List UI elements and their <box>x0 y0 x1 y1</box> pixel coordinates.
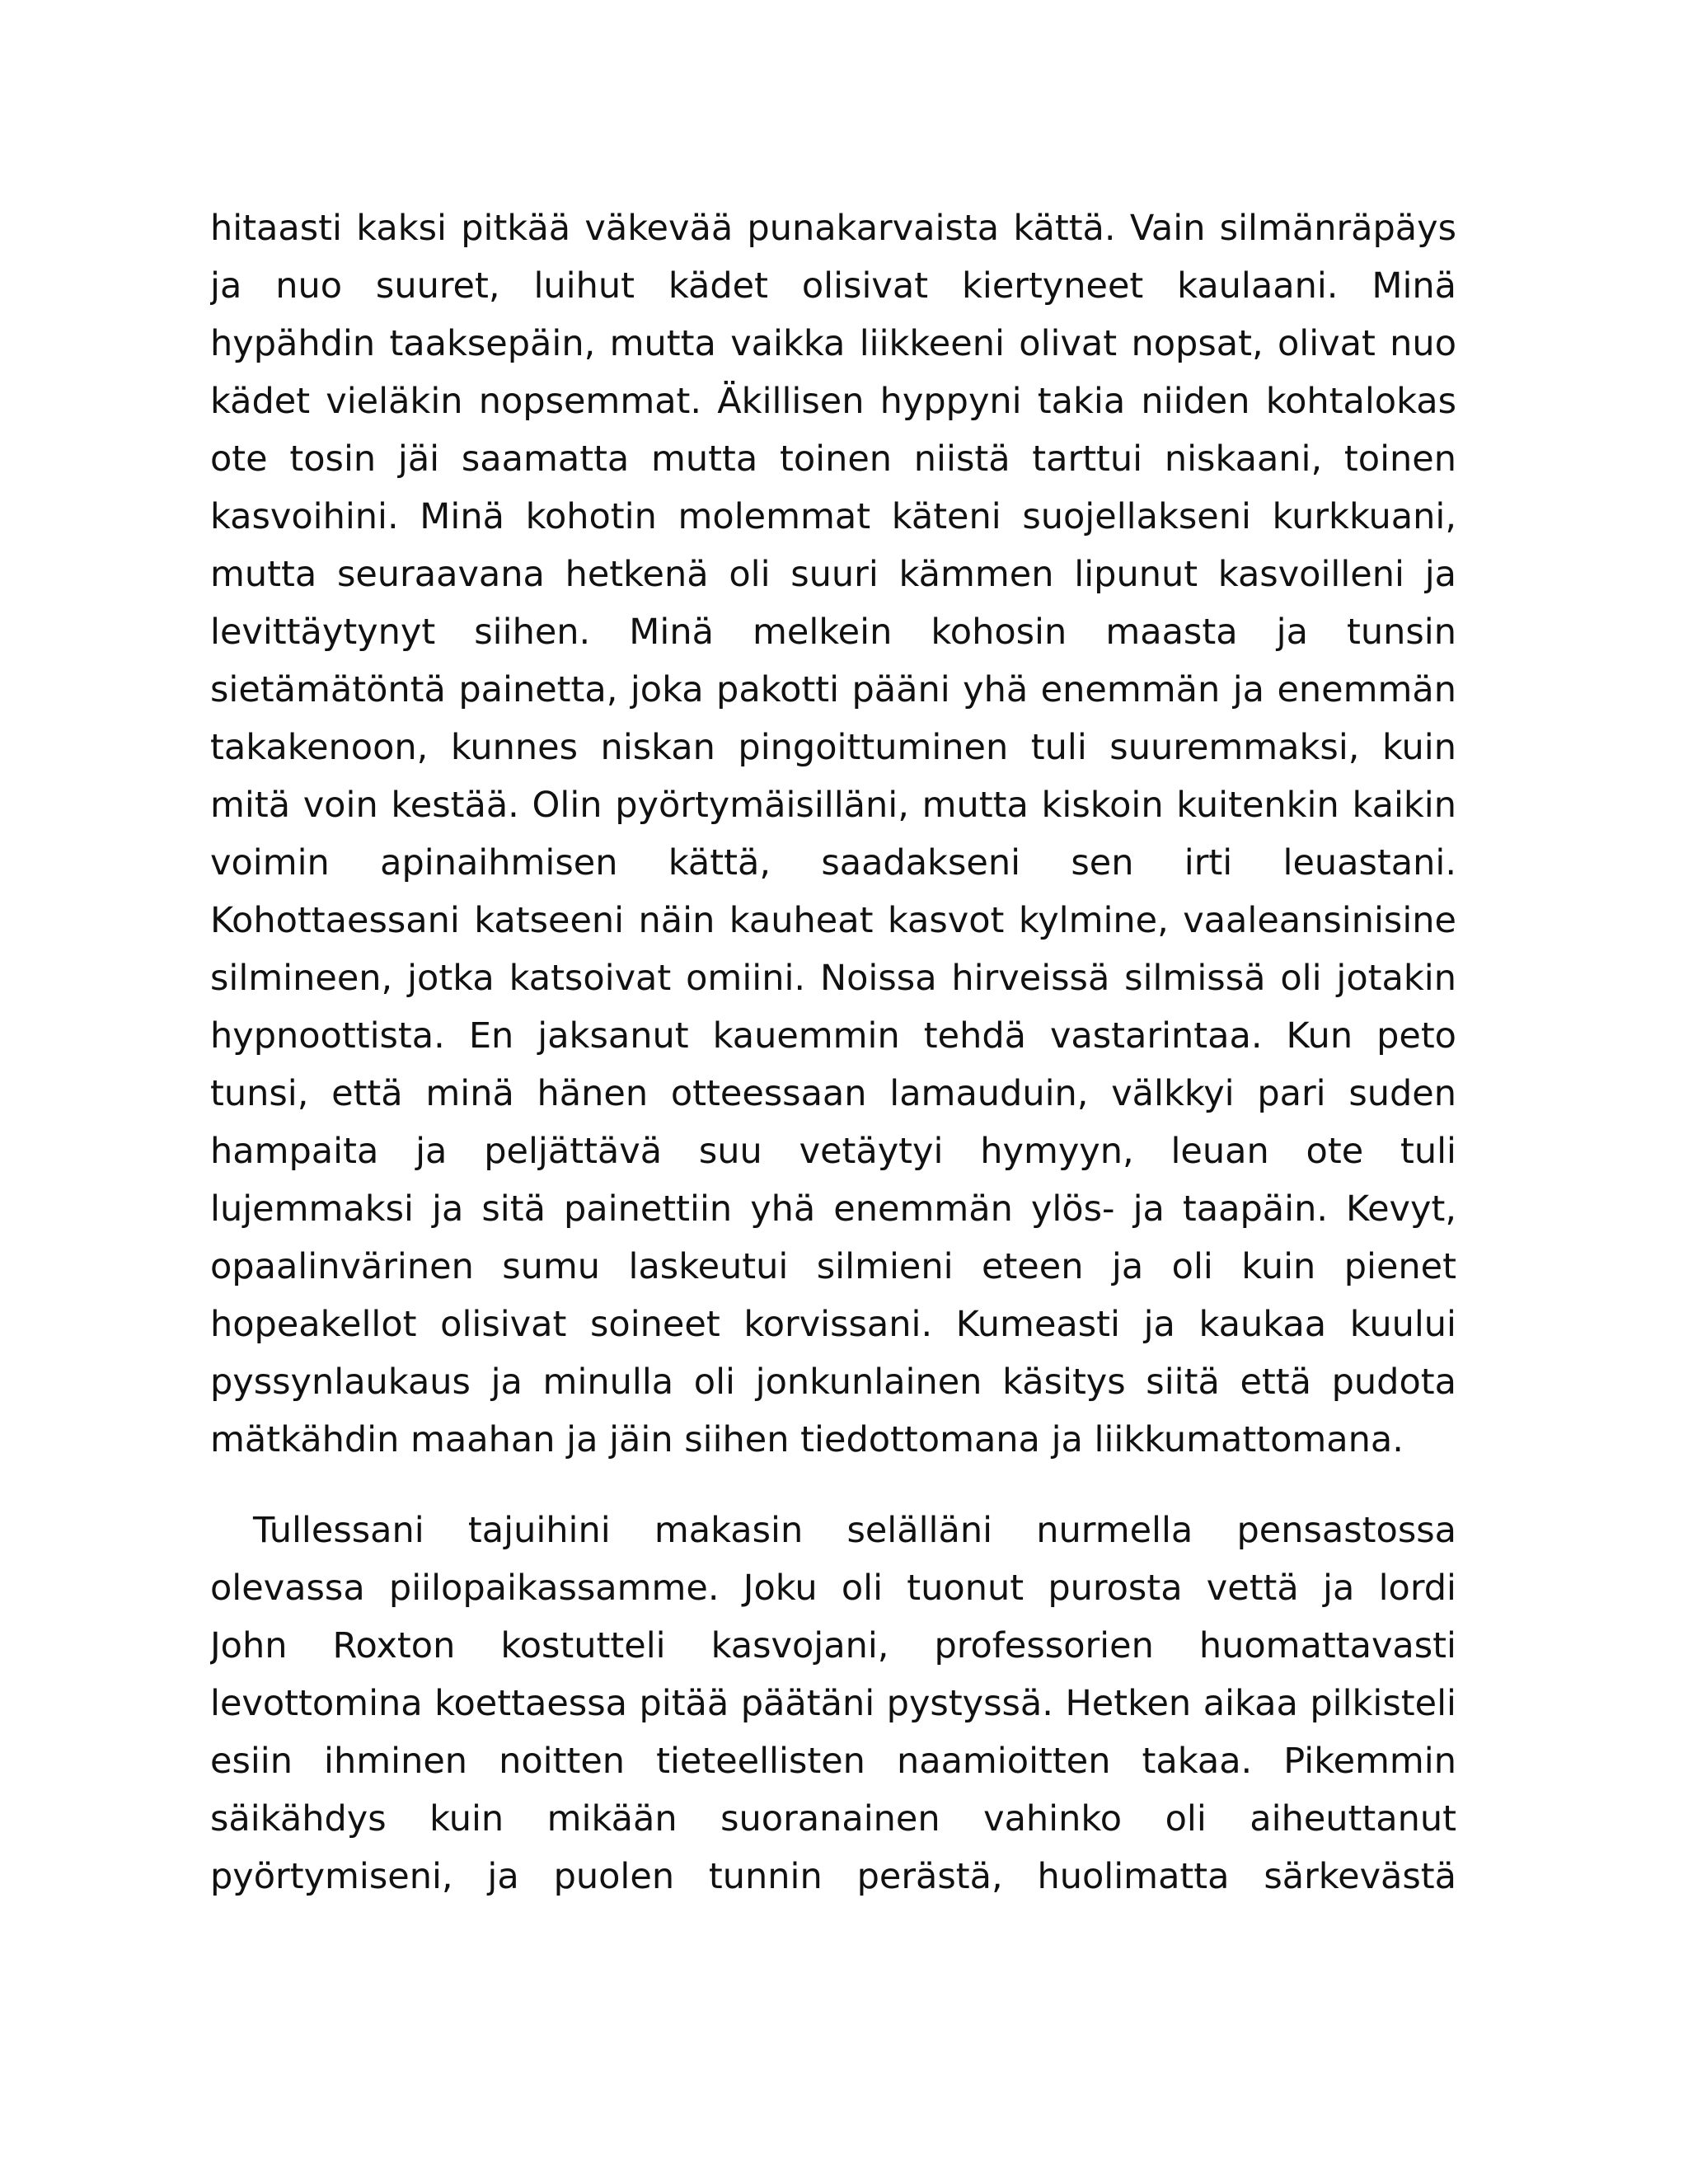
text-line: sietämätöntä painetta, joka pakotti pääni yhä enemmän ja enemmän <box>210 669 1456 710</box>
text-line: hopeakellot olisivat soineet korvissani. Kumeasti ja kaukaa kuului <box>210 1304 1456 1345</box>
text-line: ja nuo suuret, luihut kädet olisivat kiertyneet kaulaani. Minä <box>210 265 1456 307</box>
text-line: John Roxton kostutteli kasvojani, professorien huomattavasti <box>210 1625 1456 1666</box>
text-line: tunsi, että minä hänen otteessaan lamauduin, välkkyi pari suden <box>210 1073 1456 1114</box>
text-line: mutta seuraavana hetkenä oli suuri kämmen lipunut kasvoilleni ja <box>210 554 1456 595</box>
text-line: hampaita ja peljättävä suu vetäytyi hymyyn, leuan ote tuli <box>210 1131 1456 1172</box>
text-line: hypähdin taaksepäin, mutta vaikka liikkeeni olivat nopsat, olivat nuo <box>210 323 1456 364</box>
text-line: silmineen, jotka katsoivat omiini. Noissa hirveissä silmissä oli jotakin <box>210 958 1456 999</box>
text-line: hitaasti kaksi pitkää väkevää punakarvaista kättä. Vain silmänräpäys <box>210 208 1456 249</box>
text-line: säikähdys kuin mikään suoranainen vahinko oli aiheuttanut <box>210 1798 1456 1840</box>
text-line: pyörtymiseni, ja puolen tunnin perästä, huolimatta särkevästä <box>210 1856 1456 1897</box>
text-line: mätkähdin maahan ja jäin siihen tiedottomana ja liikkumattomana. <box>210 1419 1404 1460</box>
text-line: Tullessani tajuihini makasin selälläni nurmella pensastossa <box>253 1510 1456 1551</box>
text-line: esiin ihminen noitten tieteellisten naamioitten takaa. Pikemmin <box>210 1741 1456 1782</box>
text-line: voimin apinaihmisen kättä, saadakseni sen irti leuastani. <box>210 842 1456 883</box>
text-line: takakenoon, kunnes niskan pingoittuminen tuli suuremmaksi, kuin <box>210 727 1456 768</box>
paragraph-1 <box>210 199 1456 1469</box>
text-line: hypnoottista. En jaksanut kauemmin tehdä vastarintaa. Kun peto <box>210 1015 1456 1057</box>
text-line: opaalinvärinen sumu laskeutui silmieni eteen ja oli kuin pienet <box>210 1246 1456 1287</box>
text-line: levottomina koettaessa pitää päätäni pystyssä. Hetken aikaa pilkisteli <box>210 1683 1456 1724</box>
text-line: Kohottaessani katseeni näin kauheat kasvot kylmine, vaaleansinisine <box>210 900 1456 941</box>
text-line: ote tosin jäi saamatta mutta toinen niistä tarttui niskaani, toinen <box>210 438 1456 480</box>
paragraph-2 <box>210 1502 1456 1905</box>
text-line: olevassa piilopaikassamme. Joku oli tuonut purosta vettä ja lordi <box>210 1568 1456 1609</box>
text-line: pyssynlaukaus ja minulla oli jonkunlainen käsitys siitä että pudota <box>210 1361 1456 1403</box>
text-line: kasvoihini. Minä kohotin molemmat käteni suojellakseni kurkkuani, <box>210 496 1456 537</box>
text-line: levittäytynyt siihen. Minä melkein kohosin maasta ja tunsin <box>210 612 1456 653</box>
text-line: mitä voin kestää. Olin pyörtymäisilläni, mutta kiskoin kuitenkin kaikin <box>210 785 1456 826</box>
text-line: lujemmaksi ja sitä painettiin yhä enemmän ylös- ja taapäin. Kevyt, <box>210 1188 1456 1230</box>
text-line: kädet vieläkin nopsemmat. Äkillisen hyppyni takia niiden kohtalokas <box>210 381 1456 422</box>
